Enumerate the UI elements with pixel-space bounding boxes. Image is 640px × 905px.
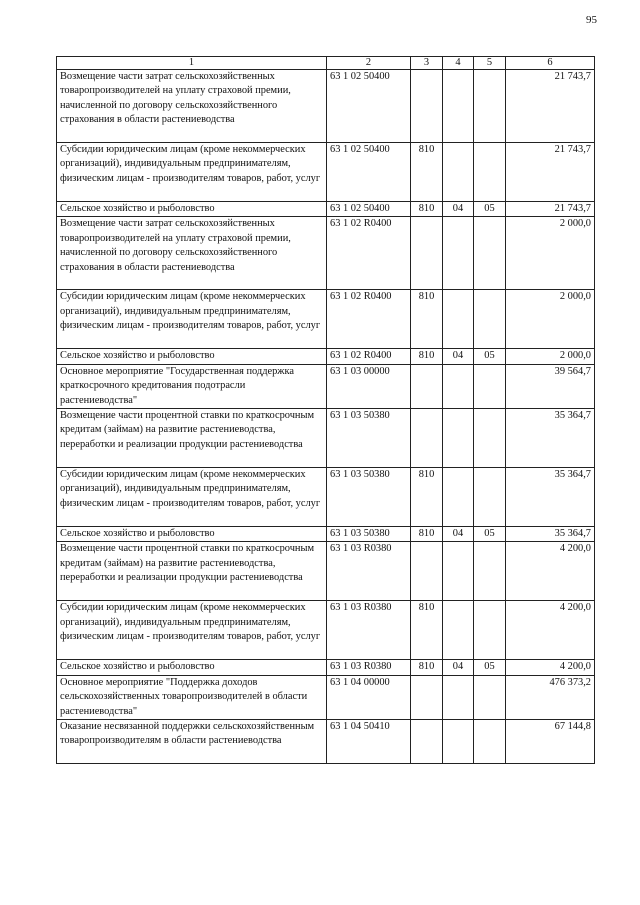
row-col5 xyxy=(474,601,506,660)
row-code: 63 1 04 50410 xyxy=(327,720,411,764)
table-row xyxy=(57,527,595,542)
row-col3: 810 xyxy=(411,202,443,217)
col-header-4: 4 xyxy=(443,57,474,70)
row-col3: 810 xyxy=(411,601,443,660)
row-col5 xyxy=(474,143,506,202)
page-number: 95 xyxy=(586,14,597,26)
row-sum: 21 743,7 xyxy=(506,202,595,217)
row-col3: 810 xyxy=(411,660,443,675)
row-col4 xyxy=(443,675,474,719)
row-code: 63 1 02 R0400 xyxy=(327,349,411,364)
row-sum: 39 564,7 xyxy=(506,364,595,408)
row-sum: 4 200,0 xyxy=(506,601,595,660)
row-col5: 05 xyxy=(474,202,506,217)
row-sum: 21 743,7 xyxy=(506,70,595,143)
row-sum: 35 364,7 xyxy=(506,468,595,527)
row-code: 63 1 02 50400 xyxy=(327,202,411,217)
row-code: 63 1 02 R0400 xyxy=(327,217,411,290)
row-col4 xyxy=(443,364,474,408)
row-col4 xyxy=(443,468,474,527)
row-sum: 4 200,0 xyxy=(506,660,595,675)
col-header-1: 1 xyxy=(57,57,327,70)
row-name: Сельское хозяйство и рыболовство xyxy=(57,349,327,364)
row-sum: 2 000,0 xyxy=(506,290,595,349)
table-row xyxy=(57,364,595,408)
table-row xyxy=(57,660,595,675)
table-row xyxy=(57,143,595,202)
row-code: 63 1 04 00000 xyxy=(327,675,411,719)
row-col4 xyxy=(443,217,474,290)
row-col4 xyxy=(443,70,474,143)
row-col4: 04 xyxy=(443,660,474,675)
row-col4 xyxy=(443,542,474,601)
row-sum: 35 364,7 xyxy=(506,409,595,468)
table-row xyxy=(57,70,595,143)
row-sum: 2 000,0 xyxy=(506,217,595,290)
row-col3: 810 xyxy=(411,349,443,364)
row-code: 63 1 03 50380 xyxy=(327,468,411,527)
row-col4 xyxy=(443,290,474,349)
row-col5 xyxy=(474,217,506,290)
col-header-3: 3 xyxy=(411,57,443,70)
row-code: 63 1 03 R0380 xyxy=(327,542,411,601)
row-name: Оказание несвязанной поддержки сельскохозяйственным товаропроизводителям в области растениеводства xyxy=(57,720,327,764)
row-col3 xyxy=(411,542,443,601)
row-name: Возмещение части процентной ставки по краткосрочным кредитам (займам) на развитие растениеводства, переработки и реализации продукции растениеводства xyxy=(57,409,327,468)
row-name: Сельское хозяйство и рыболовство xyxy=(57,660,327,675)
row-col5 xyxy=(474,720,506,764)
row-col5 xyxy=(474,409,506,468)
table-row xyxy=(57,601,595,660)
table-row xyxy=(57,542,595,601)
table-row xyxy=(57,349,595,364)
row-code: 63 1 02 50400 xyxy=(327,143,411,202)
table-row xyxy=(57,202,595,217)
row-col3 xyxy=(411,364,443,408)
row-name: Субсидии юридическим лицам (кроме некоммерческих организаций), индивидуальным предпринимателям, физическим лицам - производителям товаров, работ, услуг xyxy=(57,468,327,527)
row-name: Сельское хозяйство и рыболовство xyxy=(57,527,327,542)
row-name: Возмещение части затрат сельскохозяйственных товаропроизводителей на уплату страховой премии, начисленной по договору сельскохозяйственного страхования в области растениеводства xyxy=(57,217,327,290)
table-row xyxy=(57,468,595,527)
row-sum: 4 200,0 xyxy=(506,542,595,601)
row-col5 xyxy=(474,70,506,143)
row-sum: 21 743,7 xyxy=(506,143,595,202)
row-name: Основное мероприятие "Государственная поддержка краткосрочного кредитования подотрасли растениеводства" xyxy=(57,364,327,408)
row-sum: 67 144,8 xyxy=(506,720,595,764)
row-col3 xyxy=(411,409,443,468)
table-row xyxy=(57,675,595,719)
row-col4 xyxy=(443,601,474,660)
budget-table xyxy=(56,56,595,764)
row-col5: 05 xyxy=(474,527,506,542)
row-col5: 05 xyxy=(474,660,506,675)
row-col3: 810 xyxy=(411,468,443,527)
row-code: 63 1 03 00000 xyxy=(327,364,411,408)
row-col4 xyxy=(443,720,474,764)
row-col5 xyxy=(474,542,506,601)
row-code: 63 1 03 50380 xyxy=(327,409,411,468)
row-col3 xyxy=(411,70,443,143)
row-col4: 04 xyxy=(443,527,474,542)
row-col3: 810 xyxy=(411,527,443,542)
row-col4 xyxy=(443,143,474,202)
row-col4 xyxy=(443,409,474,468)
row-name: Субсидии юридическим лицам (кроме некоммерческих организаций), индивидуальным предпринимателям, физическим лицам - производителям товаров, работ, услуг xyxy=(57,601,327,660)
row-col3 xyxy=(411,675,443,719)
row-name: Возмещение части процентной ставки по краткосрочным кредитам (займам) на развитие растениеводства, переработки и реализации продукции растениеводства xyxy=(57,542,327,601)
row-col5 xyxy=(474,290,506,349)
row-name: Субсидии юридическим лицам (кроме некоммерческих организаций), индивидуальным предпринимателям, физическим лицам - производителям товаров, работ, услуг xyxy=(57,290,327,349)
table-header-row xyxy=(57,57,595,70)
table-row xyxy=(57,720,595,764)
row-code: 63 1 02 R0400 xyxy=(327,290,411,349)
row-code: 63 1 03 50380 xyxy=(327,527,411,542)
row-sum: 476 373,2 xyxy=(506,675,595,719)
table-row xyxy=(57,409,595,468)
row-code: 63 1 03 R0380 xyxy=(327,660,411,675)
row-name: Основное мероприятие "Поддержка доходов сельскохозяйственных товаропроизводителей в области растениеводства" xyxy=(57,675,327,719)
col-header-5: 5 xyxy=(474,57,506,70)
row-name: Сельское хозяйство и рыболовство xyxy=(57,202,327,217)
row-col3 xyxy=(411,720,443,764)
row-col5: 05 xyxy=(474,349,506,364)
row-col5 xyxy=(474,364,506,408)
row-col3 xyxy=(411,217,443,290)
row-name: Возмещение части затрат сельскохозяйственных товаропроизводителей на уплату страховой премии, начисленной по договору сельскохозяйственного страхования в области растениеводства xyxy=(57,70,327,143)
row-col4: 04 xyxy=(443,202,474,217)
row-col4: 04 xyxy=(443,349,474,364)
row-sum: 2 000,0 xyxy=(506,349,595,364)
row-name: Субсидии юридическим лицам (кроме некоммерческих организаций), индивидуальным предпринимателям, физическим лицам - производителям товаров, работ, услуг xyxy=(57,143,327,202)
row-col5 xyxy=(474,675,506,719)
row-col3: 810 xyxy=(411,290,443,349)
col-header-2: 2 xyxy=(327,57,411,70)
table-row xyxy=(57,290,595,349)
row-col3: 810 xyxy=(411,143,443,202)
table-row xyxy=(57,217,595,290)
col-header-6: 6 xyxy=(506,57,595,70)
row-sum: 35 364,7 xyxy=(506,527,595,542)
row-col5 xyxy=(474,468,506,527)
row-code: 63 1 03 R0380 xyxy=(327,601,411,660)
row-code: 63 1 02 50400 xyxy=(327,70,411,143)
